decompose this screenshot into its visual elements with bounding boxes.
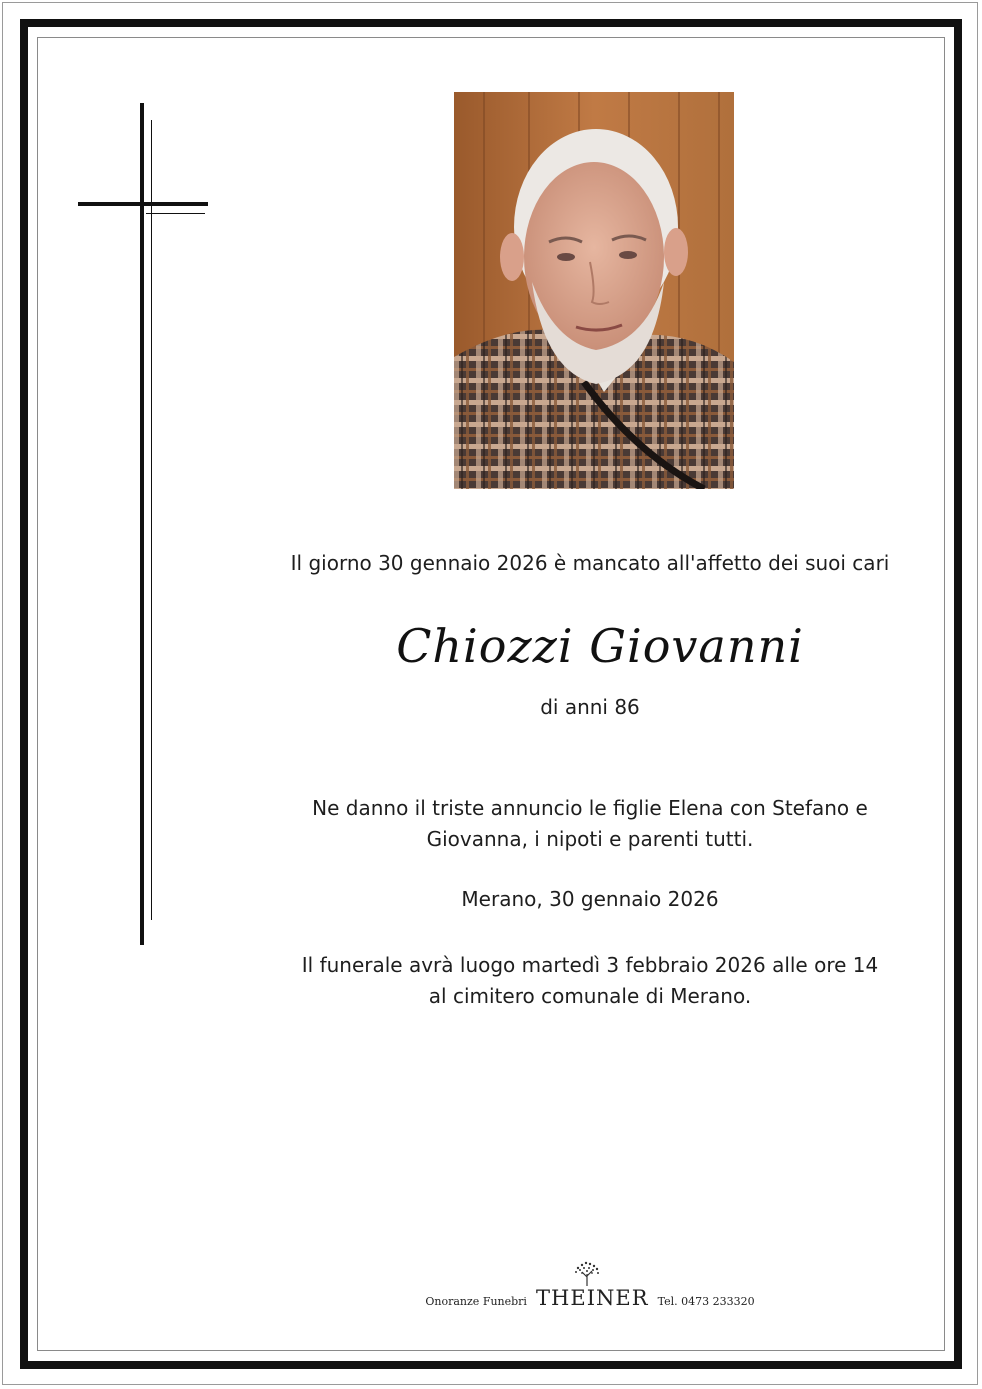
portrait-photo	[454, 92, 734, 489]
intro-text: Il giorno 30 gennaio 2026 è mancato all'affetto dei suoi cari	[290, 551, 890, 575]
footer-brand: THEINER	[536, 1286, 649, 1310]
footer-phone: Tel. 0473 233320	[657, 1295, 755, 1308]
announcement-line-2: Giovanna, i nipoti e parenti tutti.	[426, 827, 754, 851]
announcement-line-1: Ne danno il triste annuncio le figlie Elena con Stefano e	[312, 796, 868, 820]
footer-prefix: Onoranze Funebri	[425, 1295, 527, 1308]
tree-logo-icon	[570, 1260, 604, 1286]
place-date-text: Merano, 30 gennaio 2026	[461, 887, 719, 911]
funeral-line-1: Il funerale avrà luogo martedì 3 febbraio 2026 alle ore 14	[301, 953, 879, 977]
age-text: di anni 86	[540, 695, 640, 719]
deceased-name: Chiozzi Giovanni	[396, 619, 804, 673]
announcement-text	[260, 793, 920, 855]
funeral-info	[260, 950, 920, 1012]
footer	[300, 1286, 880, 1310]
funeral-line-2: al cimitero comunale di Merano.	[428, 984, 752, 1008]
